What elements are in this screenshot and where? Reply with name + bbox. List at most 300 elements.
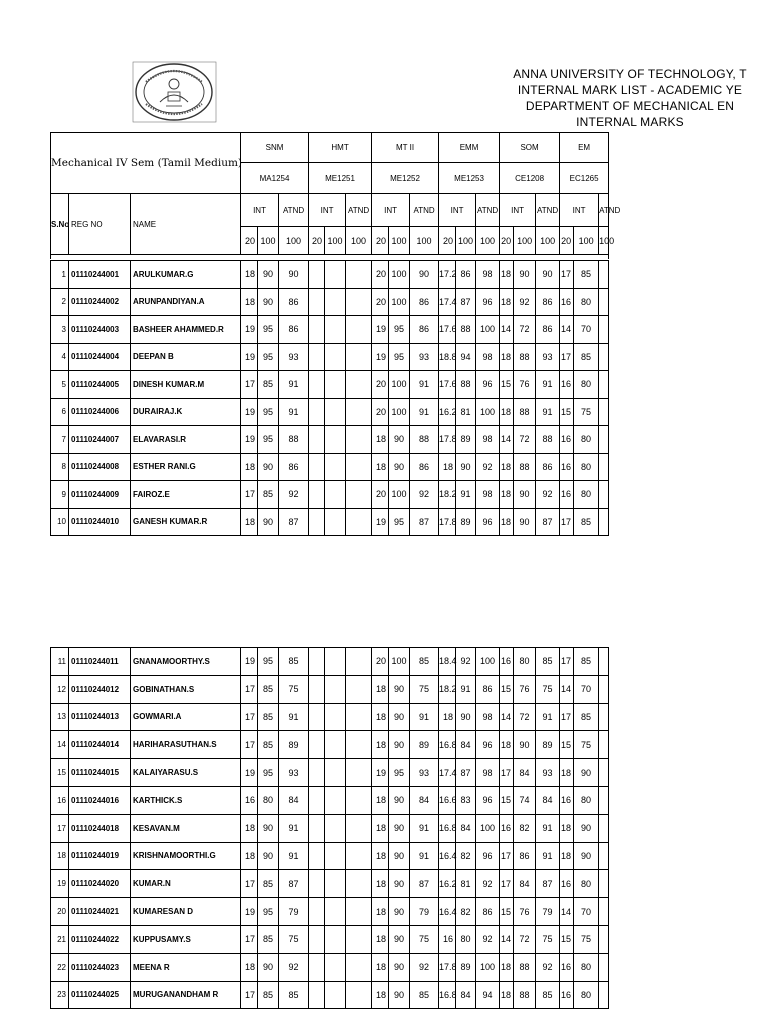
mark-cell [346,786,372,814]
subject-code: ME1253 [439,163,500,194]
student-name: KESAVAN.M [131,814,241,842]
max-int-100: 100 [574,227,599,255]
mark-cell: 90 [389,981,410,1009]
mark-cell: 75 [410,925,439,953]
mark-cell: 14 [560,898,574,926]
mark-cell: 88 [456,371,476,399]
mark-cell: 90 [258,261,279,289]
mark-cell [346,398,372,426]
mark-cell: 19 [372,343,389,371]
mark-cell [309,786,325,814]
atnd-header: ATND [476,194,500,227]
mark-cell [346,898,372,926]
mark-cell: 90 [258,842,279,870]
mark-cell: 93 [536,759,560,787]
mark-cell: 76 [514,675,536,703]
mark-cell [346,675,372,703]
mark-cell: 18.2 [439,675,456,703]
mark-cell [346,481,372,509]
subject-name: MT II [372,133,439,163]
max-atnd-100: 100 [599,227,609,255]
mark-cell: 17 [241,703,258,731]
serial-number: 22 [51,953,69,981]
mark-cell: 89 [536,731,560,759]
reg-number: 01110244008 [69,453,131,481]
mark-cell: 72 [514,703,536,731]
student-name: DINESH KUMAR.M [131,371,241,399]
serial-number: 20 [51,898,69,926]
mark-cell: 18 [500,953,514,981]
mark-cell: 92 [279,953,309,981]
mark-cell: 16.2 [439,870,456,898]
reg-number: 01110244019 [69,842,131,870]
mark-cell: 90 [574,759,599,787]
mark-cell: 76 [514,371,536,399]
mark-cell: 20 [372,481,389,509]
subject-code: ME1251 [309,163,372,194]
mark-cell: 90 [279,261,309,289]
mark-cell: 90 [258,453,279,481]
mark-cell: 18 [372,981,389,1009]
mark-cell: 72 [514,925,536,953]
mark-cell [599,371,609,399]
mark-cell [599,842,609,870]
mark-cell: 16.4 [439,842,456,870]
mark-cell: 84 [536,786,560,814]
col-name-header: NAME [131,194,241,255]
int-header: INT [372,194,410,227]
mark-cell: 85 [258,925,279,953]
mark-cell: 84 [456,981,476,1009]
max-int-100: 100 [325,227,346,255]
mark-cell: 75 [574,731,599,759]
mark-cell: 19 [372,508,389,536]
mark-cell: 86 [476,898,500,926]
max-int-100: 100 [389,227,410,255]
mark-cell: 19 [241,426,258,454]
mark-cell: 15 [500,898,514,926]
mark-cell: 20 [372,648,389,676]
mark-cell: 91 [410,398,439,426]
mark-cell: 81 [456,870,476,898]
mark-cell: 17.8 [439,508,456,536]
table-row [51,481,609,509]
mark-cell: 80 [574,953,599,981]
mark-cell: 85 [279,981,309,1009]
subject-code: CE1208 [500,163,560,194]
mark-cell: 91 [279,371,309,399]
student-name: ARULKUMAR.G [131,261,241,289]
atnd-header: ATND [536,194,560,227]
serial-number: 2 [51,288,69,316]
mark-cell: 18 [372,426,389,454]
mark-cell: 18 [372,925,389,953]
mark-cell: 92 [514,288,536,316]
mark-cell: 75 [279,675,309,703]
int-header: INT [309,194,346,227]
mark-cell: 85 [258,371,279,399]
mark-cell [346,981,372,1009]
student-name: GOWMARI.A [131,703,241,731]
mark-cell: 100 [476,953,500,981]
serial-number: 12 [51,675,69,703]
mark-cell: 91 [410,703,439,731]
table-row [51,703,609,731]
mark-cell: 16 [560,481,574,509]
col-sno-header: S.No [51,194,69,255]
mark-cell [325,981,346,1009]
mark-cell: 16.8 [439,814,456,842]
mark-cell: 16 [560,981,574,1009]
int-header: INT [241,194,279,227]
atnd-header: ATND [410,194,439,227]
mark-cell [309,731,325,759]
student-name: BASHEER AHAMMED.R [131,316,241,344]
serial-number: 19 [51,870,69,898]
mark-cell: 85 [258,981,279,1009]
mark-cell: 93 [410,343,439,371]
mark-cell: 90 [514,508,536,536]
table-row [51,925,609,953]
mark-cell [309,288,325,316]
mark-cell: 87 [456,288,476,316]
mark-cell: 88 [514,343,536,371]
mark-cell: 88 [410,426,439,454]
mark-cell: 100 [389,398,410,426]
mark-cell: 100 [389,371,410,399]
mark-cell: 90 [258,288,279,316]
mark-cell: 98 [476,261,500,289]
student-name: GOBINATHAN.S [131,675,241,703]
reg-number: 01110244009 [69,481,131,509]
mark-cell: 18 [372,814,389,842]
serial-number: 17 [51,814,69,842]
mark-cell [325,316,346,344]
mark-cell: 16.6 [439,786,456,814]
mark-cell: 88 [536,426,560,454]
mark-cell: 17.6 [439,316,456,344]
mark-cell: 91 [410,814,439,842]
subject-name: EMM [439,133,500,163]
mark-cell [309,953,325,981]
reg-number: 01110244007 [69,426,131,454]
mark-cell: 95 [389,759,410,787]
mark-cell: 90 [389,814,410,842]
student-name: MURUGANANDHAM R [131,981,241,1009]
mark-cell: 86 [476,675,500,703]
mark-cell: 95 [258,398,279,426]
reg-number: 01110244002 [69,288,131,316]
atnd-header: ATND [599,194,609,227]
mark-cell: 96 [476,371,500,399]
serial-number: 13 [51,703,69,731]
mark-cell: 80 [574,453,599,481]
mark-cell: 96 [476,508,500,536]
reg-number: 01110244016 [69,786,131,814]
mark-cell: 17 [241,481,258,509]
mark-cell: 100 [389,261,410,289]
mark-cell: 85 [574,508,599,536]
reg-number: 01110244018 [69,814,131,842]
reg-number: 01110244011 [69,648,131,676]
mark-cell [346,261,372,289]
serial-number: 6 [51,398,69,426]
mark-cell [599,925,609,953]
mark-cell [325,925,346,953]
department-name: DEPARTMENT OF MECHANICAL EN [525,99,735,113]
mark-cell: 17.6 [439,371,456,399]
mark-cell [346,842,372,870]
mark-cell: 91 [536,398,560,426]
mark-cell: 90 [389,703,410,731]
mark-cell: 80 [574,870,599,898]
mark-cell: 82 [514,814,536,842]
mark-cell: 80 [574,481,599,509]
mark-cell: 17.8 [439,426,456,454]
mark-cell: 16 [560,288,574,316]
mark-cell: 90 [514,481,536,509]
mark-cell [309,925,325,953]
atnd-header: ATND [346,194,372,227]
mark-cell [599,453,609,481]
subject-code: EC1265 [560,163,609,194]
mark-cell: 16.8 [439,981,456,1009]
mark-cell: 90 [389,675,410,703]
table-row [51,842,609,870]
max-int-20: 20 [560,227,574,255]
mark-cell: 19 [372,316,389,344]
mark-cell: 18 [500,481,514,509]
mark-cell: 87 [536,870,560,898]
mark-cell: 95 [258,648,279,676]
mark-cell: 92 [476,453,500,481]
mark-cell: 100 [476,648,500,676]
table-row [51,759,609,787]
subject-name: HMT [309,133,372,163]
mark-cell: 19 [241,398,258,426]
mark-cell: 96 [476,288,500,316]
reg-number: 01110244014 [69,731,131,759]
mark-cell: 19 [372,759,389,787]
atnd-header: ATND [279,194,309,227]
subject-name: SNM [241,133,309,163]
serial-number: 8 [51,453,69,481]
reg-number: 01110244021 [69,898,131,926]
serial-number: 15 [51,759,69,787]
mark-cell [325,398,346,426]
mark-cell [309,481,325,509]
mark-cell [309,870,325,898]
mark-cell: 94 [476,981,500,1009]
reg-number: 01110244012 [69,675,131,703]
mark-cell: 17 [241,981,258,1009]
mark-cell: 94 [456,343,476,371]
mark-cell: 18 [500,453,514,481]
mark-cell: 75 [536,675,560,703]
mark-cell: 95 [258,316,279,344]
student-name: KARTHICK.S [131,786,241,814]
mark-cell: 18 [241,814,258,842]
mark-cell: 80 [258,786,279,814]
mark-cell: 92 [536,481,560,509]
mark-cell: 18 [560,842,574,870]
mark-cell: 16 [560,786,574,814]
mark-cell: 18 [560,759,574,787]
mark-cell: 18 [372,870,389,898]
mark-cell: 90 [410,261,439,289]
mark-cell [309,703,325,731]
mark-cell [346,759,372,787]
mark-cell: 18 [241,842,258,870]
max-int-100: 100 [514,227,536,255]
mark-cell: 72 [514,316,536,344]
mark-cell: 90 [389,453,410,481]
mark-cell [325,953,346,981]
mark-cell [599,648,609,676]
mark-cell: 96 [476,842,500,870]
mark-cell [309,842,325,870]
marks-table-header [50,132,621,259]
mark-cell: 80 [574,981,599,1009]
mark-cell: 79 [536,898,560,926]
mark-cell [309,371,325,399]
mark-cell: 96 [476,731,500,759]
mark-cell: 14 [500,703,514,731]
table-row [51,953,609,981]
mark-cell: 18 [241,453,258,481]
mark-cell: 88 [456,316,476,344]
reg-number: 01110244020 [69,870,131,898]
table-row [51,731,609,759]
reg-number: 01110244013 [69,703,131,731]
mark-cell: 85 [410,981,439,1009]
mark-cell: 85 [258,675,279,703]
mark-cell: 18 [372,453,389,481]
mark-cell: 92 [410,953,439,981]
table-row [51,981,609,1009]
mark-cell: 17 [560,703,574,731]
mark-cell: 91 [410,842,439,870]
mark-cell: 98 [476,343,500,371]
mark-cell: 18 [241,288,258,316]
mark-cell: 93 [279,343,309,371]
mark-cell: 90 [514,731,536,759]
mark-cell [325,508,346,536]
table-row [51,898,609,926]
serial-number: 18 [51,842,69,870]
mark-cell [309,675,325,703]
mark-cell: 96 [476,786,500,814]
mark-cell: 86 [456,261,476,289]
mark-cell: 89 [279,731,309,759]
mark-cell: 90 [456,453,476,481]
mark-cell: 100 [389,288,410,316]
mark-cell: 18 [372,703,389,731]
mark-cell: 89 [456,426,476,454]
mark-cell: 93 [279,759,309,787]
mark-cell: 95 [389,316,410,344]
table-row [51,398,609,426]
table-row [51,870,609,898]
mark-cell: 92 [476,925,500,953]
mark-cell [599,288,609,316]
mark-cell: 89 [410,731,439,759]
mark-cell: 16 [500,814,514,842]
mark-cell: 91 [279,703,309,731]
mark-cell: 88 [514,953,536,981]
mark-cell: 18 [241,508,258,536]
table-row [51,288,609,316]
mark-cell: 92 [410,481,439,509]
max-int-20: 20 [500,227,514,255]
table-row [51,786,609,814]
mark-cell: 100 [476,814,500,842]
table-row [51,814,609,842]
mark-cell: 16 [560,453,574,481]
mark-cell: 93 [536,343,560,371]
mark-cell: 84 [410,786,439,814]
mark-cell: 19 [241,648,258,676]
mark-cell: 92 [279,481,309,509]
mark-cell: 82 [456,898,476,926]
mark-cell [599,898,609,926]
mark-cell: 18 [500,981,514,1009]
student-name: MEENA R [131,953,241,981]
mark-cell: 95 [389,343,410,371]
mark-cell: 95 [258,343,279,371]
mark-cell: 18 [500,343,514,371]
serial-number: 5 [51,371,69,399]
mark-cell: 18 [372,675,389,703]
student-name: KUMAR.N [131,870,241,898]
max-int-20: 20 [372,227,389,255]
mark-cell [599,953,609,981]
mark-cell: 95 [258,426,279,454]
mark-cell [599,731,609,759]
mark-cell: 20 [372,288,389,316]
mark-cell: 18.2 [439,481,456,509]
mark-cell [325,814,346,842]
mark-cell: 75 [536,925,560,953]
mark-cell: 19 [241,898,258,926]
mark-cell: 86 [410,288,439,316]
mark-cell: 85 [258,703,279,731]
student-name: FAIROZ.E [131,481,241,509]
serial-number: 9 [51,481,69,509]
mark-cell: 20 [372,398,389,426]
section-title: INTERNAL MARKS [576,115,684,129]
mark-cell: 16 [560,870,574,898]
mark-cell: 18 [372,786,389,814]
mark-cell: 17 [500,842,514,870]
serial-number: 23 [51,981,69,1009]
serial-number: 1 [51,261,69,289]
mark-cell: 75 [574,398,599,426]
mark-cell: 90 [258,814,279,842]
mark-cell: 18 [372,953,389,981]
mark-cell: 91 [536,703,560,731]
mark-cell: 92 [476,870,500,898]
mark-cell: 91 [536,842,560,870]
mark-cell [325,453,346,481]
mark-cell [325,703,346,731]
mark-cell: 92 [456,648,476,676]
reg-number: 01110244010 [69,508,131,536]
mark-cell: 15 [560,925,574,953]
mark-cell: 82 [456,842,476,870]
mark-cell: 80 [456,925,476,953]
table-row [51,508,609,536]
